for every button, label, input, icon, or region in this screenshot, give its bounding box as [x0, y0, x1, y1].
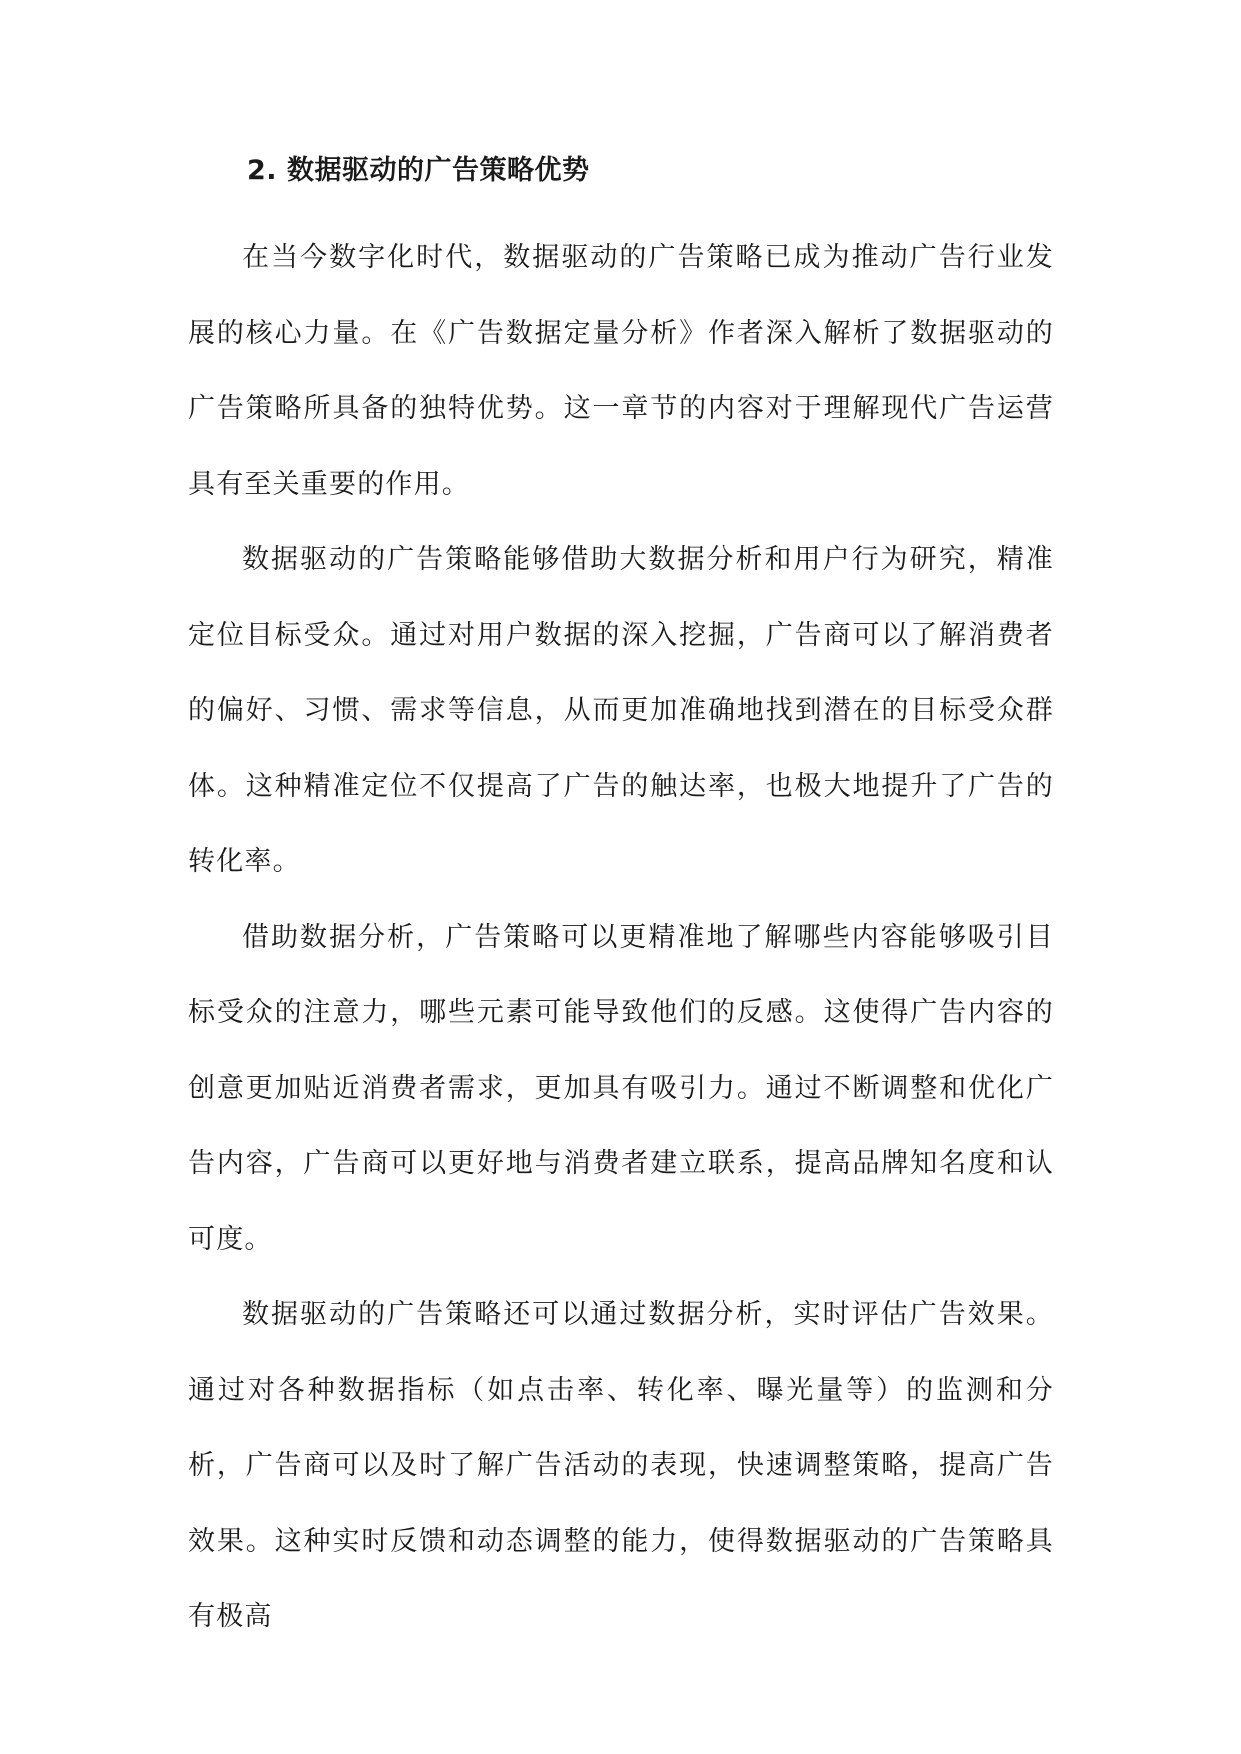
body-text [188, 220, 1054, 1655]
section-heading: 2. 数据驱动的广告策略优势 [247, 155, 590, 186]
paragraph-2: 数据驱动的广告策略能够借助大数据分析和用户行为研究，精准定位目标受众。通过对用户数据的深入挖掘，广告商可以了解消费者的偏好、习惯、需求等信息，从而更加准确地找到潜在的目标受众群体。这种精准定位不仅提高了广告的触达率，也极大地提升了广告的转化率。 [188, 544, 1054, 877]
paragraph-3: 借助数据分析，广告策略可以更精准地了解哪些内容能够吸引目标受众的注意力，哪些元素可能导致他们的反感。这使得广告内容的创意更加贴近消费者需求，更加具有吸引力。通过不断调整和优化广告内容，广告商可以更好地与消费者建立联系，提高品牌知名度和认可度。 [188, 921, 1054, 1255]
paragraph-1: 在当今数字化时代，数据驱动的广告策略已成为推动广告行业发展的核心力量。在《广告数据定量分析》作者深入解析了数据驱动的广告策略所具备的独特优势。这一章节的内容对于理解现代广告运营具有至关重要的作用。 [188, 242, 1054, 500]
paragraph-4: 数据驱动的广告策略还可以通过数据分析，实时评估广告效果。通过对各种数据指标（如点击率、转化率、曝光量等）的监测和分析，广告商可以及时了解广告活动的表现，快速调整策略，提高广告效果。这种实时反馈和动态调整的能力，使得数据驱动的广告策略具有极高 [188, 1299, 1054, 1632]
